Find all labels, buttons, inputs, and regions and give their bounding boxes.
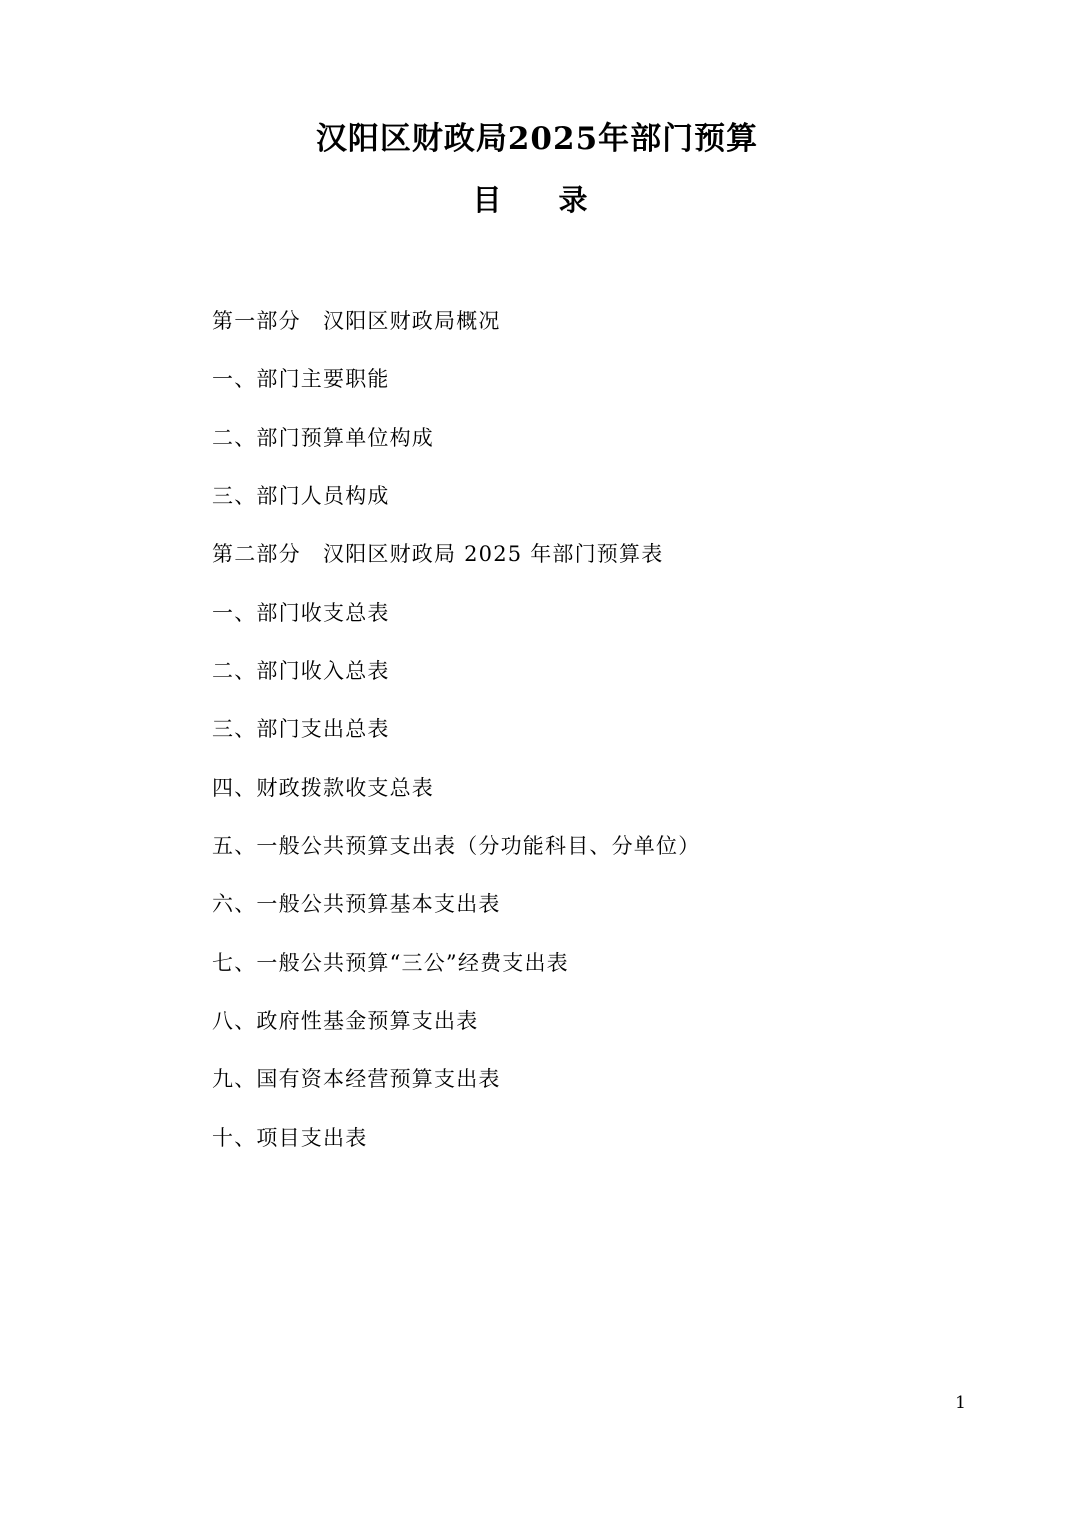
toc-entry: 三、部门支出总表 [212, 717, 390, 742]
toc-entry: 八、政府性基金预算支出表 [212, 1009, 479, 1034]
toc-entry: 七、一般公共预算“三公”经费支出表 [212, 950, 569, 975]
toc-entry: 第一部分 汉阳区财政局概况 [212, 308, 501, 333]
toc-entry: 十、项目支出表 [212, 1125, 368, 1150]
toc-entry: 三、部门人员构成 [212, 483, 390, 508]
page-number: 1 [955, 1393, 966, 1413]
document-title: 汉阳区财政局2025年部门预算 [315, 121, 759, 157]
table-of-contents-heading: 目 录 [472, 183, 602, 218]
toc-entry: 二、部门预算单位构成 [212, 425, 434, 450]
toc-entry: 六、一般公共预算基本支出表 [212, 892, 501, 917]
toc-entry: 一、部门主要职能 [212, 367, 390, 392]
toc-entry: 五、一般公共预算支出表（分功能科目、分单位） [212, 833, 701, 858]
toc-entry: 一、部门收支总表 [212, 600, 390, 625]
toc-entry: 四、财政拨款收支总表 [212, 775, 434, 800]
toc-entry: 九、国有资本经营预算支出表 [212, 1067, 501, 1092]
table-of-contents [120, 307, 954, 1152]
toc-entry: 第二部分 汉阳区财政局 2025 年部门预算表 [212, 542, 664, 567]
toc-entry: 二、部门收入总表 [212, 658, 390, 683]
